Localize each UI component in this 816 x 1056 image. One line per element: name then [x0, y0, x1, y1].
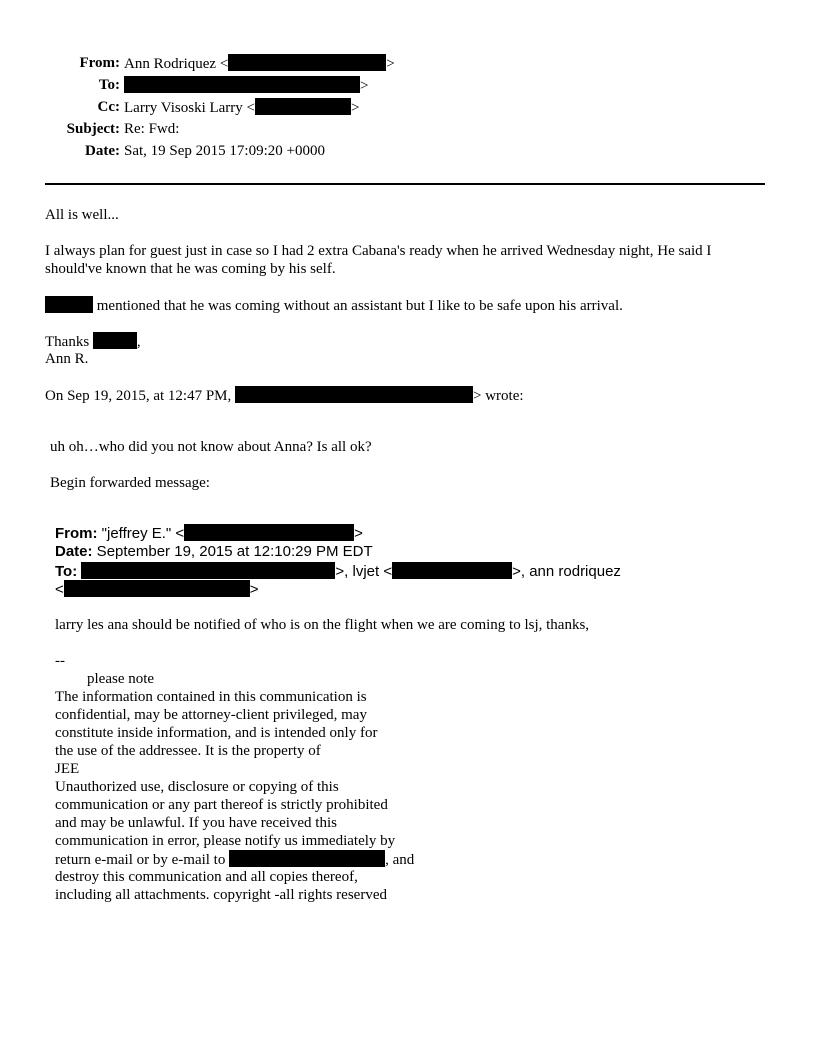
redaction-block: [81, 562, 335, 579]
fwd-from-row: [55, 524, 363, 543]
thanks-text: Thanks: [45, 334, 93, 350]
header-divider: [45, 183, 765, 185]
thanks-comma: ,: [136, 334, 141, 350]
cc-label: Cc:: [97, 99, 120, 115]
disclaimer-line: the use of the addressee. It is the property of: [55, 743, 321, 759]
to-value: [124, 76, 368, 95]
fwd-from-label: From:: [55, 525, 98, 542]
date-value: Sat, 19 Sep 2015 17:09:20 +0000: [124, 143, 325, 159]
quoted-line-1: uh oh…who did you not know about Anna? Is all ok?: [50, 439, 372, 455]
return-text: return e-mail or by e-mail to: [55, 852, 230, 868]
angle-close: >: [351, 100, 360, 116]
disclaimer-line: communication or any part thereof is strictly prohibited: [55, 797, 388, 813]
redaction-block: [255, 98, 351, 115]
attribution-prefix: On Sep 19, 2015, at 12:47 PM,: [45, 388, 236, 404]
from-value: [124, 54, 395, 73]
signature: Ann R.: [45, 351, 89, 367]
redaction-block: [229, 850, 385, 867]
attribution-suffix: > wrote:: [473, 388, 524, 404]
redaction-block: [45, 296, 93, 313]
redaction-block: [64, 580, 250, 597]
fwd-date-label: Date:: [55, 543, 93, 560]
disclaimer-return-line: [55, 850, 414, 869]
body-paragraph-2: I always plan for guest just in case so I had 2 extra Cabana's ready when he arrived Wednesday night, He said I should've known that he was coming by his self.: [45, 243, 712, 277]
cc-value: [124, 98, 359, 117]
disclaimer-line: constitute inside information, and is intended only for: [55, 725, 378, 741]
disclaimer-line: confidential, may be attorney-client privileged, may: [55, 707, 367, 723]
body-paragraph-1: All is well...: [45, 207, 119, 223]
redaction-block: [392, 562, 512, 579]
redaction-block: [235, 386, 473, 403]
redaction-block: [228, 54, 386, 71]
fwd-to-row: [55, 562, 621, 581]
please-note: please note: [87, 671, 155, 687]
subject-label: Subject:: [66, 121, 120, 137]
quote-attribution: [45, 386, 765, 405]
redaction-block: [93, 332, 137, 349]
angle-open: <: [55, 581, 64, 598]
from-label: From:: [79, 55, 120, 71]
angle-close: >: [386, 56, 395, 72]
fwd-date-row: [55, 543, 373, 561]
from-name: Ann Rodriquez <: [124, 56, 229, 72]
fwd-from-value: "jeffrey E." <: [97, 525, 185, 542]
disclaimer-line: including all attachments. copyright -all rights reserved: [55, 887, 387, 903]
disclaimer-line: Unauthorized use, disclosure or copying of this: [55, 779, 339, 795]
quoted-line-2: Begin forwarded message:: [50, 475, 210, 491]
thanks-line: [45, 332, 765, 351]
body-paragraph-3-text: mentioned that he was coming without an assistant but I like to be safe upon his arrival.: [93, 298, 623, 314]
fwd-date-value: September 19, 2015 at 12:10:29 PM EDT: [92, 543, 373, 560]
angle-close: >: [354, 525, 363, 542]
disclaimer-line: destroy this communication and all copies thereof,: [55, 869, 358, 885]
fwd-message: larry les ana should be notified of who is on the flight when we are coming to lsj, thanks,: [55, 617, 590, 633]
to-label: To:: [98, 77, 120, 93]
fwd-to-end: >, ann rodriquez: [512, 563, 621, 580]
signature-dashes: --: [55, 653, 65, 669]
date-label: Date:: [85, 143, 120, 159]
disclaimer-line: communication in error, please notify us immediately by: [55, 833, 396, 849]
cc-name: Larry Visoski Larry <: [124, 100, 256, 116]
redaction-block: [184, 524, 354, 541]
fwd-to-row-2: [55, 580, 259, 599]
subject-value: Re: Fwd:: [124, 121, 180, 137]
return-end: , and: [385, 852, 415, 868]
fwd-to-label: To:: [55, 563, 78, 580]
disclaimer-line: and may be unlawful. If you have received this: [55, 815, 337, 831]
fwd-to-mid: >, lvjet <: [335, 563, 393, 580]
body-paragraph-3: [45, 296, 765, 315]
disclaimer-line: JEE: [55, 761, 80, 777]
angle-close: >: [249, 581, 259, 598]
angle-close: >: [360, 78, 369, 94]
redaction-block: [124, 76, 360, 93]
disclaimer-line: The information contained in this communication is: [55, 689, 367, 705]
